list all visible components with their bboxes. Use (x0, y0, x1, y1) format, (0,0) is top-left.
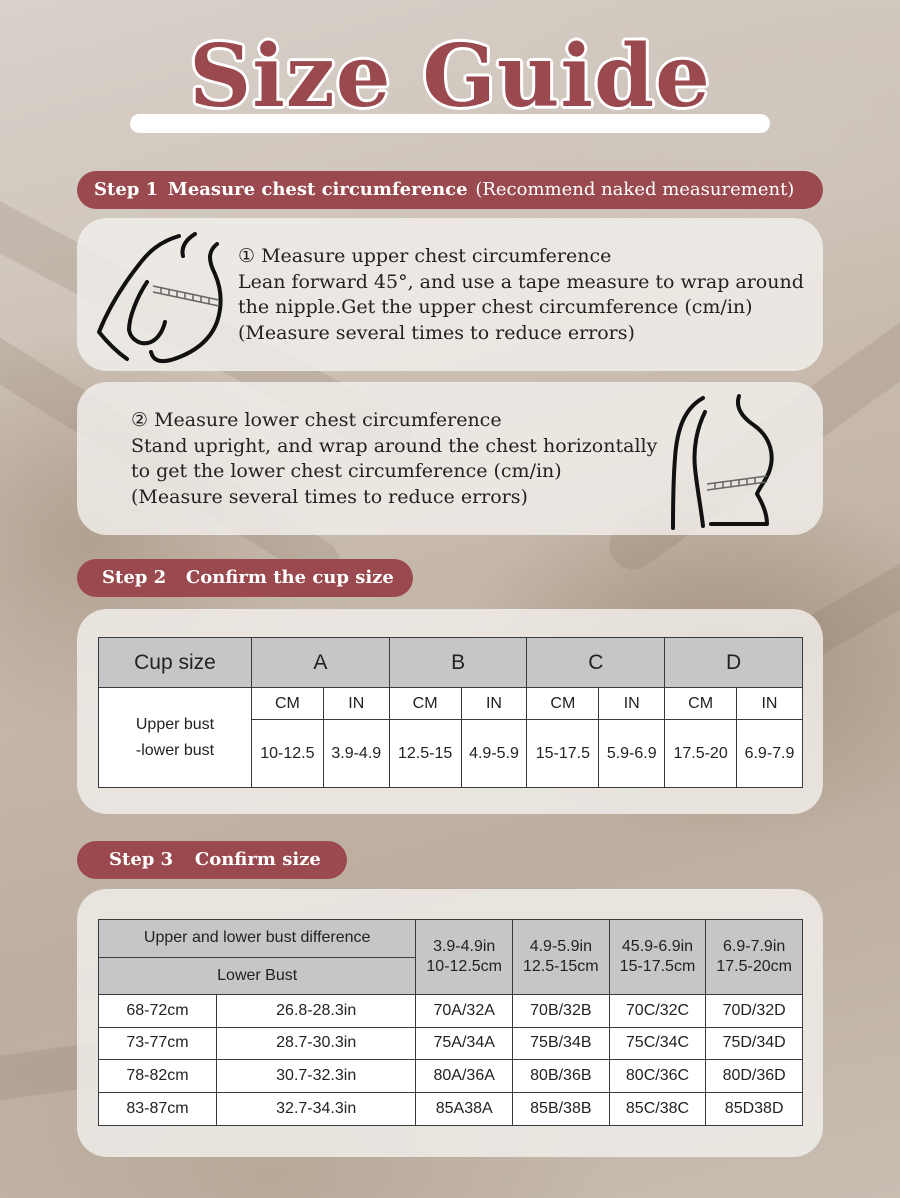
size-cell: 75C/34C (609, 1027, 706, 1060)
size-cell: 80C/36C (609, 1060, 706, 1093)
arm-outline (694, 412, 705, 526)
step2-label: Step 2 (102, 567, 167, 588)
size-table (98, 919, 803, 1126)
cup-size-table (98, 637, 803, 788)
size-cell: 75D/34D (706, 1027, 803, 1060)
unit-cm: CM (252, 688, 324, 720)
cup-header-a: A (252, 638, 390, 688)
lower-bust-cm: 68-72cm (99, 994, 217, 1027)
step3-heading: Confirm size (194, 849, 321, 870)
upper-lower-bust-label (99, 688, 252, 788)
column-header-1-cm: 10-12.5cm (426, 957, 502, 975)
lower-bust-cm: 73-77cm (99, 1027, 217, 1060)
lower-chest-illustration (663, 388, 793, 533)
step1-note: (Recommend naked measurement) (475, 179, 795, 200)
size-cell: 70B/32B (513, 994, 610, 1027)
step1-heading: Measure chest circumference (167, 179, 468, 200)
unit-in: IN (323, 688, 389, 720)
size-cell: 75B/34B (513, 1027, 610, 1060)
size-cell: 75A/34A (416, 1027, 513, 1060)
tape-measure-icon (153, 286, 219, 306)
unit-cm: CM (665, 688, 737, 720)
step1-header (77, 171, 823, 209)
size-cell: 85D38D (706, 1093, 803, 1126)
column-header-4 (706, 920, 803, 995)
lower-bust-header: Lower Bust (99, 957, 416, 994)
column-header-2-cm: 12.5-15cm (523, 957, 599, 975)
column-header-4-cm: 17.5-20cm (716, 957, 792, 975)
upper-chest-text-2: the nipple.Get the upper chest circumference (cm/in) (238, 296, 753, 318)
lower-chest-text-1: Stand upright, and wrap around the chest horizontally (131, 434, 658, 457)
size-cell: 85C/38C (609, 1093, 706, 1126)
lower-chest-card (77, 382, 823, 535)
size-cell: 70C/32C (609, 994, 706, 1027)
table-row (99, 1093, 803, 1126)
lower-bust-cm: 78-82cm (99, 1060, 217, 1093)
unit-in: IN (599, 688, 665, 720)
table-row (99, 1027, 803, 1060)
column-header-4-in: 6.9-7.9in (723, 937, 786, 955)
cup-c-cm: 15-17.5 (527, 720, 599, 788)
step3-label: Step 3 (109, 849, 174, 870)
row-label-line-2: -lower bust (135, 741, 215, 759)
column-header-1-in: 3.9-4.9in (433, 937, 496, 955)
unit-cm: CM (389, 688, 461, 720)
cup-c-in: 5.9-6.9 (599, 720, 665, 788)
difference-header: Upper and lower bust difference (99, 920, 416, 958)
cup-b-in: 4.9-5.9 (461, 720, 527, 788)
table-row (99, 994, 803, 1027)
size-cell: 85B/38B (513, 1093, 610, 1126)
lower-chest-title: ② Measure lower chest circumference (131, 409, 502, 431)
lower-bust-in: 28.7-30.3in (217, 1027, 416, 1060)
unit-in: IN (461, 688, 527, 720)
upper-chest-title: ① Measure upper chest circumference (238, 245, 612, 267)
size-cell: 80A/36A (416, 1060, 513, 1093)
upper-chest-instructions (238, 244, 804, 346)
size-cell: 80D/36D (706, 1060, 803, 1093)
back-outline (673, 398, 703, 528)
size-cell: 85A38A (416, 1093, 513, 1126)
size-cell: 70D/32D (706, 994, 803, 1027)
upper-chest-text-3: (Measure several times to reduce errors) (238, 321, 635, 344)
column-header-3-in: 45.9-6.9in (621, 937, 694, 955)
cup-header-b: B (389, 638, 527, 688)
cup-size-corner: Cup size (99, 638, 252, 688)
column-header-3 (609, 920, 706, 995)
column-header-1 (416, 920, 513, 995)
step3-header (77, 841, 347, 879)
lower-bust-in: 30.7-32.3in (217, 1060, 416, 1093)
chest-outline (151, 244, 221, 361)
cup-header-c: C (527, 638, 665, 688)
lower-bust-in: 26.8-28.3in (217, 994, 416, 1027)
step1-label: Step 1 (94, 179, 159, 200)
arm-outline (129, 282, 165, 343)
column-header-2-in: 4.9-5.9in (529, 937, 592, 955)
cup-d-cm: 17.5-20 (665, 720, 737, 788)
upper-chest-illustration (89, 222, 229, 372)
cup-a-in: 3.9-4.9 (323, 720, 389, 788)
table-row (99, 1060, 803, 1093)
lower-chest-text-2: to get the lower chest circumference (cm/in) (131, 460, 562, 482)
unit-cm: CM (527, 688, 599, 720)
cup-d-in: 6.9-7.9 (736, 720, 802, 788)
lower-chest-text-3: (Measure several times to reduce errors) (131, 485, 528, 508)
page-title: Size Guide (189, 26, 711, 127)
neck-line (183, 234, 196, 256)
row-label-line-1: Upper bust (135, 715, 215, 733)
lower-chest-instructions (131, 408, 657, 510)
upper-chest-card (77, 218, 823, 371)
lower-bust-cm: 83-87cm (99, 1093, 217, 1126)
chest-outline (711, 396, 772, 524)
upper-chest-text-1: Lean forward 45°, and use a tape measure to wrap around (238, 270, 804, 293)
step2-heading: Confirm the cup size (185, 567, 394, 588)
cup-a-cm: 10-12.5 (252, 720, 324, 788)
step2-header (77, 559, 413, 597)
lower-bust-in: 32.7-34.3in (217, 1093, 416, 1126)
size-cell: 70A/32A (416, 994, 513, 1027)
unit-in: IN (736, 688, 802, 720)
column-header-3-cm: 15-17.5cm (619, 957, 696, 975)
size-cell: 80B/36B (513, 1060, 610, 1093)
cup-b-cm: 12.5-15 (389, 720, 461, 788)
column-header-2 (513, 920, 610, 995)
cup-header-d: D (665, 638, 803, 688)
